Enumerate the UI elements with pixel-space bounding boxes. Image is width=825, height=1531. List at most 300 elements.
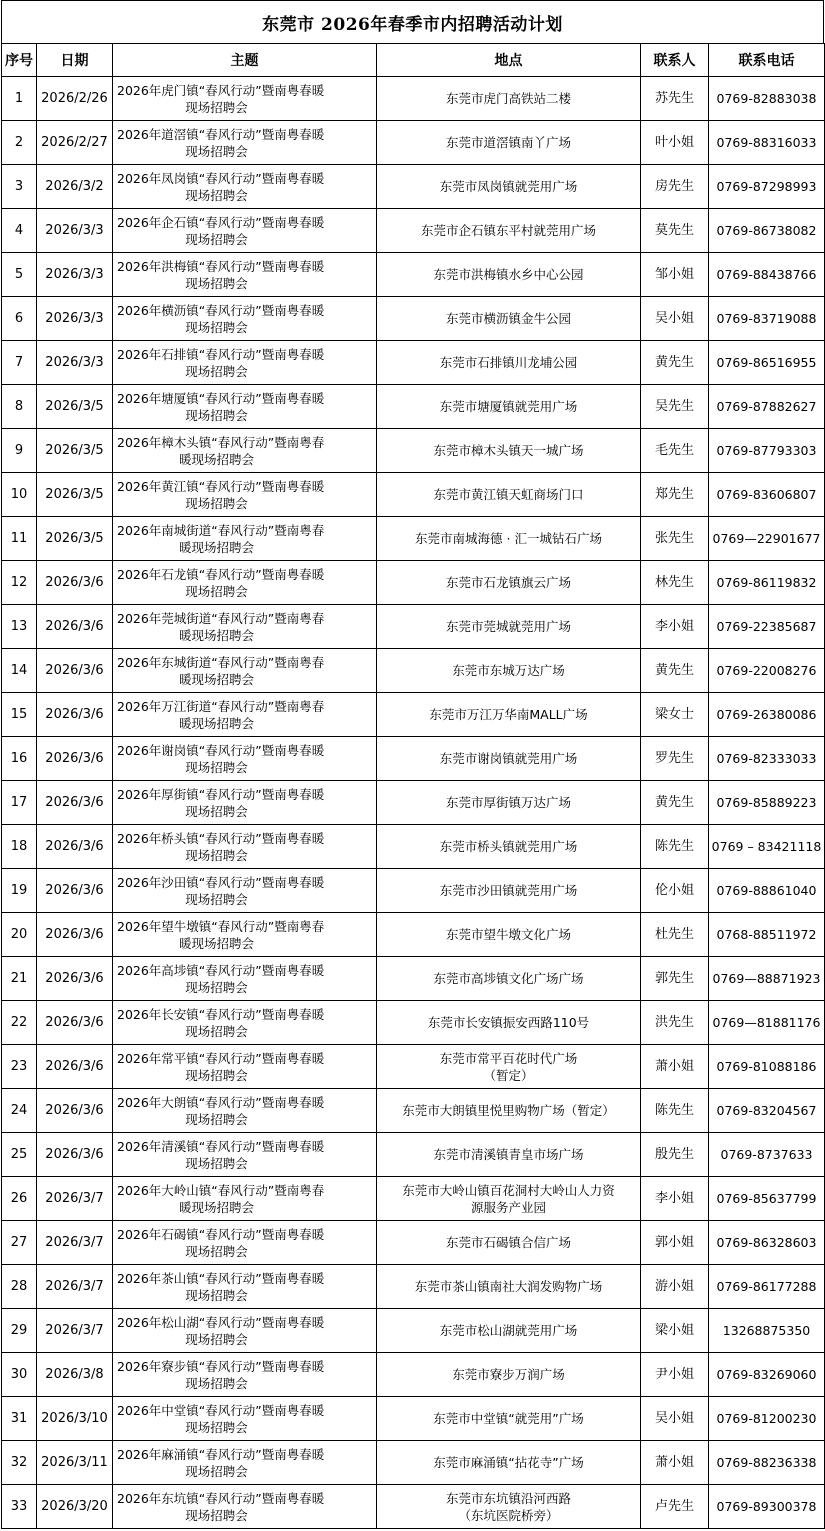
topic-line: 2026年高埗镇“春风行动”暨南粤春暖	[117, 962, 325, 978]
row-phone: 0769-83719088	[709, 297, 825, 341]
topic-line: 2026年寮步镇“春风行动”暨南粤春暖	[117, 1358, 325, 1374]
place-line: 东莞市常平百花时代广场	[439, 1050, 578, 1066]
place-line: 东莞市石碣镇合信广场	[445, 1235, 571, 1250]
place-line: 东莞市松山湖就莞用广场	[439, 1323, 578, 1338]
place-line: 东莞市凤岗镇就莞用广场	[439, 179, 578, 194]
row-place	[377, 297, 641, 341]
row-topic	[113, 165, 377, 209]
row-place	[377, 1485, 641, 1529]
row-number: 5	[2, 253, 37, 297]
row-contact: 梁小姐	[641, 1309, 709, 1353]
place-line: 东莞市樟木头镇天一城广场	[433, 443, 584, 458]
place-line: 东莞市塘厦镇就莞用广场	[439, 399, 578, 414]
row-topic	[113, 1001, 377, 1045]
topic-line: 现场招聘会	[185, 1419, 248, 1435]
row-number: 13	[2, 605, 37, 649]
row-phone: 13268875350	[709, 1309, 825, 1353]
row-phone: 0769-86177288	[709, 1265, 825, 1309]
row-topic	[113, 1441, 377, 1485]
row-place	[377, 1089, 641, 1133]
row-topic	[113, 341, 377, 385]
row-phone: 0769-82333033	[709, 737, 825, 781]
row-number: 3	[2, 165, 37, 209]
row-topic	[113, 1045, 377, 1089]
row-number: 8	[2, 385, 37, 429]
row-place	[377, 121, 641, 165]
row-topic	[113, 297, 377, 341]
row-topic	[113, 781, 377, 825]
table-row	[2, 1397, 825, 1441]
row-contact: 苏先生	[641, 77, 709, 121]
row-place	[377, 1265, 641, 1309]
table-row	[2, 825, 825, 869]
row-number: 33	[2, 1485, 37, 1529]
place-line: 东莞市虎门高铁站二楼	[445, 91, 571, 106]
place-line: 东莞市万江万华南MALL广场	[429, 707, 588, 722]
row-date: 2026/3/6	[37, 1045, 113, 1089]
row-phone: 0769-86738082	[709, 209, 825, 253]
row-phone: 0769-86516955	[709, 341, 825, 385]
row-phone: 0769-89300378	[709, 1485, 825, 1529]
header-date: 日期	[37, 44, 113, 77]
topic-line: 暖现场招聘会	[178, 671, 254, 687]
row-contact: 陈先生	[641, 825, 709, 869]
topic-line: 2026年南城街道“春风行动”暨南粤春	[117, 522, 325, 538]
row-date: 2026/3/6	[37, 693, 113, 737]
topic-line: 2026年大岭山镇“春风行动”暨南粤春	[117, 1182, 325, 1198]
row-date: 2026/3/5	[37, 385, 113, 429]
topic-line: 暖现场招聘会	[178, 451, 254, 467]
row-place	[377, 737, 641, 781]
row-phone: 0769-88236338	[709, 1441, 825, 1485]
row-phone: 0769-85889223	[709, 781, 825, 825]
row-phone: 0769-22385687	[709, 605, 825, 649]
row-date: 2026/3/5	[37, 473, 113, 517]
row-date: 2026/3/7	[37, 1177, 113, 1221]
page-title: 东莞市 2026年春季市内招聘活动计划	[1, 0, 824, 43]
topic-line: 现场招聘会	[185, 407, 248, 423]
row-number: 2	[2, 121, 37, 165]
topic-line: 暖现场招聘会	[178, 715, 254, 731]
row-place	[377, 561, 641, 605]
row-date: 2026/3/3	[37, 209, 113, 253]
table-row	[2, 737, 825, 781]
row-date: 2026/3/6	[37, 869, 113, 913]
place-line: 东莞市望牛墩文化广场	[445, 927, 571, 942]
row-number: 27	[2, 1221, 37, 1265]
row-date: 2026/3/5	[37, 517, 113, 561]
topic-line: 2026年中堂镇“春风行动”暨南粤春暖	[117, 1402, 325, 1418]
place-line: 东莞市厚街镇万达广场	[445, 795, 571, 810]
row-topic	[113, 561, 377, 605]
table-row	[2, 1133, 825, 1177]
row-topic	[113, 121, 377, 165]
row-topic	[113, 517, 377, 561]
topic-line: 2026年石龙镇“春风行动”暨南粤春暖	[117, 566, 325, 582]
row-topic	[113, 1089, 377, 1133]
row-place	[377, 209, 641, 253]
row-number: 7	[2, 341, 37, 385]
row-topic	[113, 605, 377, 649]
row-place	[377, 517, 641, 561]
row-contact: 郑先生	[641, 473, 709, 517]
row-date: 2026/3/7	[37, 1221, 113, 1265]
row-contact: 毛先生	[641, 429, 709, 473]
row-date: 2026/3/10	[37, 1397, 113, 1441]
topic-line: 现场招聘会	[185, 979, 248, 995]
place-line: 东莞市中堂镇“就莞用”广场	[433, 1411, 584, 1426]
row-topic	[113, 1177, 377, 1221]
row-contact: 梁女士	[641, 693, 709, 737]
row-contact: 伦小姐	[641, 869, 709, 913]
row-number: 21	[2, 957, 37, 1001]
row-date: 2026/3/3	[37, 297, 113, 341]
row-topic	[113, 869, 377, 913]
table-row	[2, 1309, 825, 1353]
place-line: 东莞市道滘镇南丫广场	[445, 135, 571, 150]
topic-line: 现场招聘会	[185, 891, 248, 907]
row-contact: 黄先生	[641, 341, 709, 385]
row-date: 2026/3/6	[37, 1001, 113, 1045]
table-row	[2, 517, 825, 561]
row-number: 32	[2, 1441, 37, 1485]
place-line: 东莞市大岭山镇百花洞村大岭山人力资	[402, 1182, 615, 1198]
row-phone: 0769-86328603	[709, 1221, 825, 1265]
table-row	[2, 1089, 825, 1133]
place-line: 东莞市大朗镇里悦里购物广场（暂定）	[402, 1103, 615, 1118]
table-row	[2, 77, 825, 121]
topic-line: 暖现场招聘会	[178, 627, 254, 643]
topic-line: 2026年石排镇“春风行动”暨南粤春暖	[117, 346, 325, 362]
document-sheet	[1, 0, 824, 1529]
topic-line: 2026年石碣镇“春风行动”暨南粤春暖	[117, 1226, 325, 1242]
row-date: 2026/2/26	[37, 77, 113, 121]
row-date: 2026/3/20	[37, 1485, 113, 1529]
row-phone: 0769-83606807	[709, 473, 825, 517]
row-number: 1	[2, 77, 37, 121]
topic-line: 暖现场招聘会	[178, 1199, 254, 1215]
row-contact: 林先生	[641, 561, 709, 605]
place-line: 东莞市南城海德 · 汇一城钻石广场	[415, 531, 602, 546]
row-topic	[113, 649, 377, 693]
place-line: 东莞市茶山镇南社大润发购物广场	[414, 1279, 603, 1294]
row-date: 2026/3/6	[37, 737, 113, 781]
table-row	[2, 473, 825, 517]
header-no: 序号	[2, 44, 37, 77]
row-number: 16	[2, 737, 37, 781]
row-place	[377, 605, 641, 649]
row-contact: 张先生	[641, 517, 709, 561]
table-row	[2, 693, 825, 737]
row-contact: 杜先生	[641, 913, 709, 957]
table-row	[2, 253, 825, 297]
place-line: （暂定）	[483, 1067, 534, 1083]
row-number: 11	[2, 517, 37, 561]
topic-line: 2026年莞城街道“春风行动”暨南粤春	[117, 610, 325, 626]
topic-line: 现场招聘会	[185, 275, 248, 291]
topic-line: 现场招聘会	[185, 143, 248, 159]
row-topic	[113, 1265, 377, 1309]
topic-line: 现场招聘会	[185, 759, 248, 775]
row-contact: 房先生	[641, 165, 709, 209]
place-line: 东莞市桥头镇就莞用广场	[439, 839, 578, 854]
place-line: 东莞市沙田镇就莞用广场	[439, 883, 578, 898]
topic-line: 2026年松山湖“春风行动”暨南粤春暖	[117, 1314, 325, 1330]
table-row	[2, 1441, 825, 1485]
row-place	[377, 957, 641, 1001]
place-line: 东莞市谢岗镇就莞用广场	[439, 751, 578, 766]
place-line: 东莞市横沥镇金牛公园	[445, 311, 571, 326]
row-phone: 0769-26380086	[709, 693, 825, 737]
topic-line: 2026年凤岗镇“春风行动”暨南粤春暖	[117, 170, 325, 186]
row-topic	[113, 1309, 377, 1353]
row-number: 18	[2, 825, 37, 869]
place-line: 东莞市长安镇振安西路110号	[427, 1015, 590, 1030]
row-place	[377, 781, 641, 825]
row-place	[377, 1001, 641, 1045]
row-date: 2026/3/6	[37, 781, 113, 825]
row-place	[377, 869, 641, 913]
topic-line: 现场招聘会	[185, 1067, 248, 1083]
topic-line: 2026年茶山镇“春风行动”暨南粤春暖	[117, 1270, 325, 1286]
topic-line: 现场招聘会	[185, 1155, 248, 1171]
row-number: 12	[2, 561, 37, 605]
header-contact: 联系人	[641, 44, 709, 77]
row-contact: 洪先生	[641, 1001, 709, 1045]
header-place: 地点	[377, 44, 641, 77]
row-phone: 0769—22901677	[709, 517, 825, 561]
row-topic	[113, 825, 377, 869]
topic-line: 现场招聘会	[185, 1331, 248, 1347]
row-number: 29	[2, 1309, 37, 1353]
topic-line: 2026年虎门镇“春风行动”暨南粤春暖	[117, 82, 325, 98]
row-place	[377, 1133, 641, 1177]
topic-line: 现场招聘会	[185, 187, 248, 203]
row-phone: 0768-88511972	[709, 913, 825, 957]
row-number: 14	[2, 649, 37, 693]
row-date: 2026/3/6	[37, 561, 113, 605]
row-number: 15	[2, 693, 37, 737]
row-place	[377, 1353, 641, 1397]
topic-line: 现场招聘会	[185, 1243, 248, 1259]
row-topic	[113, 1133, 377, 1177]
row-phone: 0769-8737633	[709, 1133, 825, 1177]
table-row	[2, 561, 825, 605]
row-place	[377, 913, 641, 957]
row-number: 25	[2, 1133, 37, 1177]
row-phone: 0769-88316033	[709, 121, 825, 165]
table-row	[2, 385, 825, 429]
place-line: 东莞市莞城就莞用广场	[445, 619, 571, 634]
row-contact: 尹小姐	[641, 1353, 709, 1397]
place-line: 东莞市企石镇东平村就莞用广场	[420, 223, 596, 238]
row-topic	[113, 1485, 377, 1529]
row-topic	[113, 1221, 377, 1265]
row-phone: 0769-82883038	[709, 77, 825, 121]
table-row	[2, 605, 825, 649]
row-place	[377, 473, 641, 517]
row-date: 2026/3/11	[37, 1441, 113, 1485]
row-topic	[113, 253, 377, 297]
row-phone: 0769 – 83421118	[709, 825, 825, 869]
row-place	[377, 1309, 641, 1353]
table-row	[2, 121, 825, 165]
place-line: 东莞市石龙镇旗云广场	[445, 575, 571, 590]
topic-line: 2026年厚街镇“春风行动”暨南粤春暖	[117, 786, 325, 802]
row-number: 28	[2, 1265, 37, 1309]
row-number: 24	[2, 1089, 37, 1133]
table-row	[2, 1001, 825, 1045]
topic-line: 2026年洪梅镇“春风行动”暨南粤春暖	[117, 258, 325, 274]
place-line: （东坑医院桥旁）	[458, 1507, 559, 1523]
topic-line: 2026年谢岗镇“春风行动”暨南粤春暖	[117, 742, 325, 758]
topic-line: 现场招聘会	[185, 583, 248, 599]
table-row	[2, 913, 825, 957]
place-line: 东莞市清溪镇青皇市场广场	[433, 1147, 584, 1162]
row-number: 6	[2, 297, 37, 341]
row-place	[377, 429, 641, 473]
topic-line: 暖现场招聘会	[178, 539, 254, 555]
topic-line: 现场招聘会	[185, 99, 248, 115]
row-contact: 卢先生	[641, 1485, 709, 1529]
header-topic: 主题	[113, 44, 377, 77]
row-date: 2026/3/3	[37, 253, 113, 297]
topic-line: 2026年麻涌镇“春风行动”暨南粤春暖	[117, 1446, 325, 1462]
row-contact: 游小姐	[641, 1265, 709, 1309]
row-phone: 0769-87882627	[709, 385, 825, 429]
row-place	[377, 341, 641, 385]
header-row	[2, 44, 825, 77]
topic-line: 2026年黄江镇“春风行动”暨南粤春暖	[117, 478, 325, 494]
row-phone: 0769-85637799	[709, 1177, 825, 1221]
row-contact: 李小姐	[641, 1177, 709, 1221]
row-contact: 李小姐	[641, 605, 709, 649]
row-place	[377, 1441, 641, 1485]
row-place	[377, 165, 641, 209]
row-contact: 陈先生	[641, 1089, 709, 1133]
row-topic	[113, 957, 377, 1001]
row-phone: 0769-88861040	[709, 869, 825, 913]
row-contact: 萧小姐	[641, 1045, 709, 1089]
row-number: 26	[2, 1177, 37, 1221]
table-row	[2, 869, 825, 913]
topic-line: 2026年道滘镇“春风行动”暨南粤春暖	[117, 126, 325, 142]
topic-line: 2026年大朗镇“春风行动”暨南粤春暖	[117, 1094, 325, 1110]
header-phone: 联系电话	[709, 44, 825, 77]
row-date: 2026/3/8	[37, 1353, 113, 1397]
row-topic	[113, 1353, 377, 1397]
row-phone: 0769-86119832	[709, 561, 825, 605]
row-date: 2026/3/6	[37, 957, 113, 1001]
row-place	[377, 1045, 641, 1089]
row-date: 2026/2/27	[37, 121, 113, 165]
row-date: 2026/3/7	[37, 1309, 113, 1353]
row-number: 30	[2, 1353, 37, 1397]
row-place	[377, 385, 641, 429]
row-phone: 0769-22008276	[709, 649, 825, 693]
table-row	[2, 341, 825, 385]
table-row	[2, 1485, 825, 1529]
row-phone: 0769—81881176	[709, 1001, 825, 1045]
topic-line: 现场招聘会	[185, 1023, 248, 1039]
topic-line: 2026年长安镇“春风行动”暨南粤春暖	[117, 1006, 325, 1022]
table-row	[2, 781, 825, 825]
row-phone: 0769—88871923	[709, 957, 825, 1001]
table-row	[2, 1177, 825, 1221]
topic-line: 2026年桥头镇“春风行动”暨南粤春暖	[117, 830, 325, 846]
row-phone: 0769-83269060	[709, 1353, 825, 1397]
topic-line: 2026年沙田镇“春风行动”暨南粤春暖	[117, 874, 325, 890]
table-row	[2, 209, 825, 253]
row-place	[377, 649, 641, 693]
table-row	[2, 429, 825, 473]
topic-line: 2026年东城街道“春风行动”暨南粤春	[117, 654, 325, 670]
row-place	[377, 693, 641, 737]
row-place	[377, 1221, 641, 1265]
place-line: 东莞市东城万达广场	[452, 663, 565, 678]
table-row	[2, 1265, 825, 1309]
row-number: 9	[2, 429, 37, 473]
row-place	[377, 825, 641, 869]
topic-line: 现场招聘会	[185, 231, 248, 247]
row-number: 17	[2, 781, 37, 825]
row-contact: 殷先生	[641, 1133, 709, 1177]
row-contact: 吴小姐	[641, 297, 709, 341]
place-line: 东莞市洪梅镇水乡中心公园	[433, 267, 584, 282]
topic-line: 现场招聘会	[185, 1111, 248, 1127]
row-contact: 萧小姐	[641, 1441, 709, 1485]
topic-line: 现场招聘会	[185, 495, 248, 511]
place-line: 东莞市东坑镇沿河西路	[445, 1490, 571, 1506]
row-date: 2026/3/6	[37, 605, 113, 649]
row-place	[377, 1177, 641, 1221]
table-row	[2, 165, 825, 209]
table-row	[2, 649, 825, 693]
row-date: 2026/3/6	[37, 913, 113, 957]
topic-line: 2026年横沥镇“春风行动”暨南粤春暖	[117, 302, 325, 318]
row-number: 31	[2, 1397, 37, 1441]
table-row	[2, 1221, 825, 1265]
row-topic	[113, 385, 377, 429]
row-date: 2026/3/6	[37, 649, 113, 693]
row-date: 2026/3/5	[37, 429, 113, 473]
table-row	[2, 957, 825, 1001]
row-topic	[113, 209, 377, 253]
row-topic	[113, 429, 377, 473]
topic-line: 2026年东坑镇“春风行动”暨南粤春暖	[117, 1490, 325, 1506]
row-topic	[113, 913, 377, 957]
topic-line: 2026年塘厦镇“春风行动”暨南粤春暖	[117, 390, 325, 406]
row-number: 4	[2, 209, 37, 253]
topic-line: 2026年望牛墩镇“春风行动”暨南粤春	[117, 918, 325, 934]
row-number: 20	[2, 913, 37, 957]
table-row	[2, 297, 825, 341]
schedule-table	[1, 43, 825, 1529]
row-place	[377, 253, 641, 297]
row-date: 2026/3/2	[37, 165, 113, 209]
row-contact: 叶小姐	[641, 121, 709, 165]
topic-line: 2026年樟木头镇“春风行动”暨南粤春	[117, 434, 325, 450]
row-contact: 吴小姐	[641, 1397, 709, 1441]
place-line: 东莞市麻涌镇“拈花寺”广场	[433, 1455, 584, 1470]
place-line: 东莞市石排镇川龙埔公园	[439, 355, 578, 370]
place-line: 东莞市寮步万润广场	[452, 1367, 565, 1382]
topic-line: 2026年万江街道“春风行动”暨南粤春	[117, 698, 325, 714]
topic-line: 现场招聘会	[185, 1375, 248, 1391]
row-topic	[113, 1397, 377, 1441]
row-phone: 0769-81200230	[709, 1397, 825, 1441]
place-line: 源服务产业园	[470, 1199, 546, 1215]
